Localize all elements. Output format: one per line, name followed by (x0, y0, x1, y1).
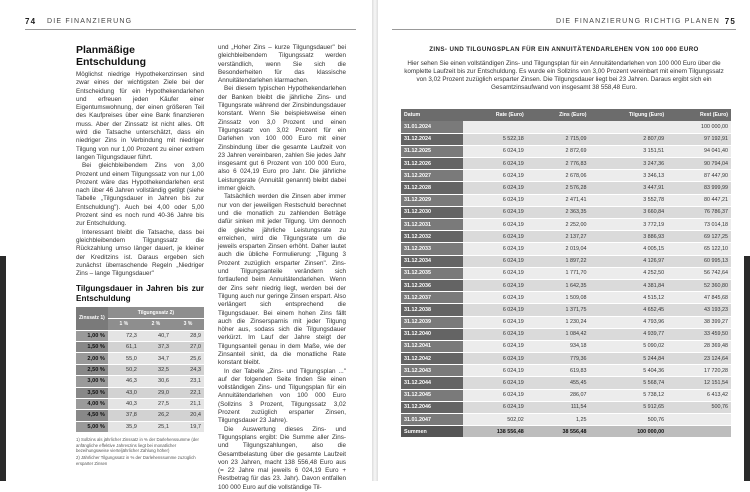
tilgung-cell: 500,76 (590, 414, 668, 426)
rest-cell: 90 794,04 (667, 158, 731, 170)
rate-cell: 6 024,19 (463, 316, 527, 328)
datum-cell: 31.12.2040 (401, 328, 463, 340)
zins-cell: 2 872,69 (527, 145, 590, 157)
zins-cell: 2 776,83 (527, 158, 590, 170)
plan-row (401, 219, 731, 231)
tilgungsdauer-cell: 25,6 (172, 353, 204, 364)
datum-cell: 31.12.2044 (401, 377, 463, 389)
tilgung-cell: 3 447,91 (590, 182, 668, 194)
rate-cell: 6 024,19 (463, 279, 527, 291)
rest-cell: 6 413,42 (667, 389, 731, 401)
zins-cell: 1,25 (527, 414, 590, 426)
plan-row (401, 328, 731, 340)
sum-label-cell: Summen (401, 426, 463, 438)
tilgungsdauer-cell: 50,2 (108, 364, 140, 375)
zinssatz-cell: 1,00 % (76, 330, 108, 341)
rate-cell: 6 024,19 (463, 255, 527, 267)
rate-cell: 6 024,19 (463, 231, 527, 243)
tilgung-cell: 3 247,36 (590, 158, 668, 170)
rest-cell: 28 369,48 (667, 340, 731, 352)
paragraph: Tatsächlich werden die Zinsen aber immer nur von der jeweiligen Restschuld berechnet und die monatlich zu zahlenden Beträge dafür sinken mit jeder Tilgung. Um dennoch die gleiche jährliche Leistungsrate zu erreichen, wird die Tilgungsrate um die jeweils ersparten Zinsen erhöht. Daher lautet auch die übliche Formulierung: „Tilgung 3 Prozent zuzüglich ersparter Zinsen". Zins- und Tilgungsanteile verändern sich fortlaufend beim Annuitätendarlehen. Wenn der Zins sehr niedrig liegt, werden bei der Tilgung auch nur geringe Zinsen erspart. Also verlängert sich entsprechend die Tilgungsdauer. Bei einem hohen Zins fällt auch die Zinsersparnis mit jeder Tilgung höher aus, sodass sich die Tilgungsdauer verkürzt. Im Lauf der Jahre steigt der Tilgungsanteil genau in dem Maße, wie der Zinsanteil sinkt, da die monatliche Rate konstant bleibt. (218, 193, 346, 367)
plan-row (401, 414, 731, 426)
zins-cell: 1 771,70 (527, 267, 590, 279)
tilgung-cell: 3 660,84 (590, 206, 668, 218)
left-running-header (0, 17, 372, 31)
plan-row (401, 377, 731, 389)
zinssatz-cell: 5,00 % (76, 421, 108, 432)
tilgung-cell: 4 939,77 (590, 328, 668, 340)
rest-cell: 97 192,91 (667, 133, 731, 145)
rest-cell: 73 014,18 (667, 219, 731, 231)
zins-cell: 2 019,04 (527, 243, 590, 255)
plan-row (401, 389, 731, 401)
datum-cell: 31.12.2029 (401, 194, 463, 206)
left-page (0, 0, 372, 491)
plan-row (401, 340, 731, 352)
zins-cell (527, 121, 590, 133)
column-header-rest: Rest (Euro) (667, 109, 731, 121)
zins-cell: 2 576,28 (527, 182, 590, 194)
zins-cell: 2 252,00 (527, 219, 590, 231)
zinssatz-cell: 2,00 % (76, 353, 108, 364)
rate-cell: 6 024,19 (463, 401, 527, 413)
zins-cell: 2 471,41 (527, 194, 590, 206)
tilgungsdauer-cell: 37,3 (140, 342, 172, 353)
paragraph: Die Auswertung dieses Zins- und Tilgungsplans ergibt: Die Summe aller Zins- und Tilgungszahlungen, also die Gesamtbelastung über die gesamte Laufzeit von 23 Jahren, macht 138 556,48 Euro aus (= 22 Jahre mal jeweils 6 024,19 Euro + Restbetrag für das 23. Jahr). Davon entfallen 100 000 Euro auf die vollständige Til- (218, 425, 346, 491)
rate-cell: 6 024,19 (463, 365, 527, 377)
rate-cell: 6 024,19 (463, 219, 527, 231)
tilgung-cell: 5 912,65 (590, 401, 668, 413)
paragraph: In der Tabelle „Zins- und Tilgungsplan ..." auf der folgenden Seite finden Sie einen vollständigen Zins- und Tilgungsplan für ein Annuitätendarlehen von 100 000 Euro (Sollzins 3 Prozent, Tilgungssatz 3,02 Prozent zuzüglich ersparter Zinsen, Tilgungsdauer 23 Jahre). (218, 367, 346, 425)
zins-cell: 1 230,24 (527, 316, 590, 328)
tilgungsdauer-cell: 72,3 (108, 330, 140, 341)
paragraph: und „Hoher Zins – kurze Tilgungsdauer" bei gleichbleibendem Tilgungssatz werden verständlich, wenn Sie sich die Besonderheiten für das klassische Annuitätendarlehen klarmachen. (218, 44, 346, 85)
rest-cell: 76 786,37 (667, 206, 731, 218)
datum-cell: 31.12.2032 (401, 231, 463, 243)
sum-cell: 100 000,00 (590, 426, 668, 438)
plan-row (401, 255, 731, 267)
plan-row (401, 365, 731, 377)
tilgung-cell: 3 151,51 (590, 145, 668, 157)
rate-cell: 502,02 (463, 414, 527, 426)
tilgung-cell: 4 381,84 (590, 279, 668, 291)
zins-cell: 1 084,42 (527, 328, 590, 340)
tilgung-cell: 5 404,36 (590, 365, 668, 377)
tilgungsdauer-cell: 34,7 (140, 353, 172, 364)
rest-cell: 43 193,23 (667, 304, 731, 316)
tilgungsdauer-cell: 30,6 (140, 376, 172, 387)
datum-cell: 31.12.2033 (401, 243, 463, 255)
rate-cell: 6 024,19 (463, 145, 527, 157)
left-column-2 (218, 44, 346, 491)
zinssatz-cell: 3,00 % (76, 376, 108, 387)
datum-cell: 31.12.2028 (401, 182, 463, 194)
right-header-rule (392, 29, 736, 30)
datum-cell: 31.12.2046 (401, 401, 463, 413)
sum-cell (667, 426, 731, 438)
right-running-header (378, 17, 750, 31)
rate-cell: 6 024,19 (463, 353, 527, 365)
tilgung-cell: 5 738,12 (590, 389, 668, 401)
plan-row (401, 182, 731, 194)
tilgungsdauer-cell: 32,5 (140, 364, 172, 375)
paragraph: Interessant bleibt die Tatsache, dass bei gleichbleibendem Tilgungssatz die Rückzahlung umso länger dauert, je kleiner der Kreditzins ist. Daraus ergeben sich zunächst überraschende Regeln „Niedriger Zins – lange Tilgungsdauer" (76, 228, 204, 278)
zinssatz-cell: 2,50 % (76, 364, 108, 375)
plan-row (401, 279, 731, 291)
tilgung-cell (590, 121, 668, 133)
table-heading: Tilgungsdauer in Jahren bis zur Entschuldung (76, 284, 204, 303)
zinssatz-cell: 3,50 % (76, 387, 108, 398)
tilgungsdauer-cell: 35,9 (108, 421, 140, 432)
tilgung-cell: 4 005,15 (590, 243, 668, 255)
plan-row (401, 304, 731, 316)
tilgungsdauer-cell: 27,0 (172, 342, 204, 353)
left-page-number: 74 (25, 17, 37, 26)
zins-cell: 2 678,06 (527, 170, 590, 182)
datum-cell: 31.12.2035 (401, 267, 463, 279)
rate-cell: 5 522,18 (463, 133, 527, 145)
rest-cell: 500,76 (667, 401, 731, 413)
tilgungsdauer-table (76, 307, 204, 433)
rate-cell: 6 024,19 (463, 170, 527, 182)
datum-cell: 31.12.2041 (401, 340, 463, 352)
right-running-head-title: DIE FINANZIERUNG RICHTIG PLANEN (556, 18, 720, 25)
rate-cell: 6 024,19 (463, 267, 527, 279)
rate-cell: 6 024,19 (463, 292, 527, 304)
column-header-zins: Zins (Euro) (527, 109, 590, 121)
rest-cell: 38 399,27 (667, 316, 731, 328)
right-page-number: 75 (724, 17, 736, 26)
footnote: 2) Jährlicher Tilgungssatz in % der Darlehenssumme zuzüglich ersparter Zinsen (76, 455, 196, 466)
datum-cell: 31.01.2047 (401, 414, 463, 426)
datum-cell: 31.12.2034 (401, 255, 463, 267)
column-header-tilgung: Tilgung (Euro) (590, 109, 668, 121)
tilgungsdauer-row (76, 387, 204, 398)
datum-cell: 31.12.2031 (401, 219, 463, 231)
tilgungsdauer-cell: 55,0 (108, 353, 140, 364)
plan-row (401, 194, 731, 206)
zins-cell: 286,07 (527, 389, 590, 401)
rest-cell: 83 999,99 (667, 182, 731, 194)
right-page (378, 0, 750, 481)
plan-row (401, 231, 731, 243)
plan-row (401, 145, 731, 157)
zins-cell: 1 371,75 (527, 304, 590, 316)
tilgungsdauer-cell: 61,1 (108, 342, 140, 353)
column-header-rate: Rate (Euro) (463, 109, 527, 121)
header-tilgung-col: 3 % (172, 319, 204, 330)
zins-cell: 779,36 (527, 353, 590, 365)
rest-cell: 69 127,25 (667, 231, 731, 243)
paragraph: Bei diesem typischen Hypothekendarlehen der Banken bleibt die jährliche Zins- und Tilgungsrate während der Zinsbindungsdauer konstant. Wenn Sie beispielsweise einen Zinssatz von 3,0 Prozent und einen Tilgungssatz von 3,02 Prozent für ein Darlehen von 100 000 Euro mit einer Zinsbindung über die gesamte Laufzeit von 23 Jahren vereinbaren, zahlen Sie jedes Jahr insgesamt gut 6 Prozent von 100 000 Euro, also 6 024,19 Euro pro Jahr. Die jährliche Leistungsrate (Annuität genannt) bleibt dabei immer gleich. (218, 85, 346, 193)
paragraph: Bei gleichbleibendem Zins von 3,00 Prozent und einem Tilgungssatz von nur 1,00 Prozent wäre das Hypothekendarlehen erst nach über 46 Jahren vollständig getilgt (siehe Tabelle „Tilgungsdauer in Jahren bis zur Entschuldung"). Auch bei 4,00 oder 5,00 Prozent sind es noch rund 40-36 Jahre bis zur Entschuldung. (76, 162, 204, 228)
rate-cell: 6 024,19 (463, 206, 527, 218)
tilgungsplan-table (401, 109, 731, 438)
zins-cell: 934,18 (527, 340, 590, 352)
tilgung-cell: 4 126,97 (590, 255, 668, 267)
tilgungsdauer-cell: 19,7 (172, 421, 204, 432)
zins-cell: 1 642,35 (527, 279, 590, 291)
datum-cell: 31.12.2027 (401, 170, 463, 182)
rate-cell: 6 024,19 (463, 304, 527, 316)
plan-row (401, 316, 731, 328)
rest-cell: 94 041,40 (667, 145, 731, 157)
header-zinssatz: Zinssatz 1) (76, 307, 108, 330)
tilgungsdauer-cell: 37,8 (108, 410, 140, 421)
sum-cell: 138 556,48 (463, 426, 527, 438)
datum-cell: 31.12.2045 (401, 389, 463, 401)
tilgungsdauer-row (76, 399, 204, 410)
zins-cell: 2 137,27 (527, 231, 590, 243)
tilgungsdauer-cell: 22,1 (172, 387, 204, 398)
plan-row (401, 121, 731, 133)
zins-cell: 2 715,09 (527, 133, 590, 145)
header-tilgung-col: 2 % (140, 319, 172, 330)
header-tilgungssatz: Tilgungssatz 2) (108, 307, 204, 318)
tilgungsdauer-cell: 24,3 (172, 364, 204, 375)
tilgungsdauer-cell: 40,3 (108, 399, 140, 410)
rate-cell: 6 024,19 (463, 340, 527, 352)
tilgungsdauer-cell: 43,0 (108, 387, 140, 398)
tilgungsdauer-row (76, 421, 204, 432)
datum-cell: 31.12.2025 (401, 145, 463, 157)
rate-cell: 6 024,19 (463, 328, 527, 340)
tilgung-cell: 3 772,19 (590, 219, 668, 231)
left-running-head-title: DIE FINANZIERUNG (47, 18, 133, 25)
datum-cell: 31.01.2024 (401, 121, 463, 133)
rest-cell: 100 000,00 (667, 121, 731, 133)
tilgung-cell: 2 807,09 (590, 133, 668, 145)
rate-cell: 6 024,19 (463, 243, 527, 255)
tilgungsdauer-row (76, 376, 204, 387)
datum-cell: 31.12.2037 (401, 292, 463, 304)
zins-cell: 455,45 (527, 377, 590, 389)
rate-cell: 6 024,19 (463, 182, 527, 194)
plan-row (401, 158, 731, 170)
tilgungsdauer-row (76, 330, 204, 341)
tilgung-cell: 5 244,84 (590, 353, 668, 365)
zinssatz-cell: 4,50 % (76, 410, 108, 421)
rest-cell: 17 720,28 (667, 365, 731, 377)
plan-row (401, 206, 731, 218)
sum-cell: 38 556,48 (527, 426, 590, 438)
rest-cell: 80 447,21 (667, 194, 731, 206)
tilgungsdauer-row (76, 353, 204, 364)
header-tilgung-col: 1 % (108, 319, 140, 330)
tilgung-cell: 5 090,02 (590, 340, 668, 352)
column-header-datum: Datum (401, 109, 463, 121)
tilgungsdauer-cell: 27,5 (140, 399, 172, 410)
zinssatz-cell: 4,00 % (76, 399, 108, 410)
zins-cell: 619,83 (527, 365, 590, 377)
rest-cell: 33 459,50 (667, 328, 731, 340)
rest-cell: 47 845,68 (667, 292, 731, 304)
tilgungsdauer-cell: 28,9 (172, 330, 204, 341)
datum-cell: 31.12.2038 (401, 304, 463, 316)
left-column-1 (76, 44, 204, 469)
rest-cell: 56 742,64 (667, 267, 731, 279)
tilgungsdauer-cell: 46,3 (108, 376, 140, 387)
rate-cell: 6 024,19 (463, 389, 527, 401)
tilgung-cell: 4 252,50 (590, 267, 668, 279)
plan-table-title: ZINS- UND TILGUNGSPLAN FÜR EIN ANNUITÄTENDARLEHEN VON 100 000 EURO (429, 46, 699, 53)
paragraph: Möglichst niedrige Hypothekenzinsen sind zwar eines der wichtigsten Ziele bei der Entscheidung für ein Hypothekendarlehen und erfreuen jeden Käufer einer Eigentumswohnung, der einen größeren Teil des Kaufpreises über eine Bank finanzieren muss. Aber der Zinssatz ist nicht alles. Oft wird die Tatsache unterschätzt, dass ein niedriger Zins in Verbindung mit niedriger Tilgung von nur 1,00 Prozent zu einer extrem langen Tilgungsdauer führt. (76, 71, 204, 161)
rest-cell: 23 124,64 (667, 353, 731, 365)
left-header-rule (25, 29, 356, 30)
datum-cell: 31.12.2030 (401, 206, 463, 218)
rest-cell: 12 151,54 (667, 377, 731, 389)
tilgungsdauer-cell: 23,1 (172, 376, 204, 387)
rest-cell: 87 447,90 (667, 170, 731, 182)
plan-row (401, 243, 731, 255)
plan-row (401, 170, 731, 182)
tilgung-cell: 3 552,78 (590, 194, 668, 206)
zins-cell: 2 363,35 (527, 206, 590, 218)
plan-intro-text: Hier sehen Sie einen vollständigen Zins- und Tilgungsplan für ein Annuitätendarlehen von 100 000 Euro über die komplette Laufzeit bis zur Entschuldung. Es wurde ein Sollzins von 3,00 Prozent vereinbart mit einem Tilgungssatz von 3,02 Prozent zuzüglich ersparter Zinsen. Die Tilgungsdauer liegt bei 23 Jahren. Daraus ergibt sich ein Gesamtzinsaufwand von insgesamt 38 558,48 Euro. (404, 60, 724, 92)
section-heading: Planmäßige Entschuldung (76, 44, 146, 68)
tilgungsdauer-cell: 25,1 (140, 421, 172, 432)
datum-cell: 31.12.2039 (401, 316, 463, 328)
rate-cell: 6 024,19 (463, 158, 527, 170)
zinssatz-cell: 1,50 % (76, 342, 108, 353)
plan-row (401, 267, 731, 279)
datum-cell: 31.12.2042 (401, 353, 463, 365)
tilgungsdauer-row (76, 410, 204, 421)
datum-cell: 31.12.2036 (401, 279, 463, 291)
plan-row (401, 133, 731, 145)
zins-cell: 1 509,08 (527, 292, 590, 304)
tilgungsdauer-row (76, 342, 204, 353)
tilgungsdauer-cell: 29,0 (140, 387, 172, 398)
datum-cell: 31.12.2043 (401, 365, 463, 377)
tilgung-cell: 3 886,93 (590, 231, 668, 243)
plan-sum-row (401, 426, 731, 438)
tilgungsdauer-cell: 20,4 (172, 410, 204, 421)
datum-cell: 31.12.2026 (401, 158, 463, 170)
rate-cell (463, 121, 527, 133)
rest-cell (667, 414, 731, 426)
tilgungsdauer-cell: 21,1 (172, 399, 204, 410)
tilgungsdauer-cell: 40,7 (140, 330, 172, 341)
tilgung-cell: 4 652,45 (590, 304, 668, 316)
datum-cell: 31.12.2024 (401, 133, 463, 145)
plan-row (401, 401, 731, 413)
tilgung-cell: 5 568,74 (590, 377, 668, 389)
rest-cell: 52 360,80 (667, 279, 731, 291)
plan-row (401, 353, 731, 365)
footnote: 1) Sollzins als jährlicher Zinssatz in % der Darlehenssumme (der anfängliche effektive Jahreszins liegt bei monatlicher bezeihungsweise vierteljährlicher Zahlung höher) (76, 437, 199, 454)
tilgungsdauer-row (76, 364, 204, 375)
plan-row (401, 292, 731, 304)
zins-cell: 111,54 (527, 401, 590, 413)
tilgung-cell: 3 346,13 (590, 170, 668, 182)
tilgung-cell: 4 793,96 (590, 316, 668, 328)
rest-cell: 65 122,10 (667, 243, 731, 255)
rate-cell: 6 024,19 (463, 377, 527, 389)
rest-cell: 60 995,13 (667, 255, 731, 267)
zins-cell: 1 897,22 (527, 255, 590, 267)
tilgungsdauer-cell: 26,2 (140, 410, 172, 421)
tilgung-cell: 4 515,12 (590, 292, 668, 304)
rate-cell: 6 024,19 (463, 194, 527, 206)
